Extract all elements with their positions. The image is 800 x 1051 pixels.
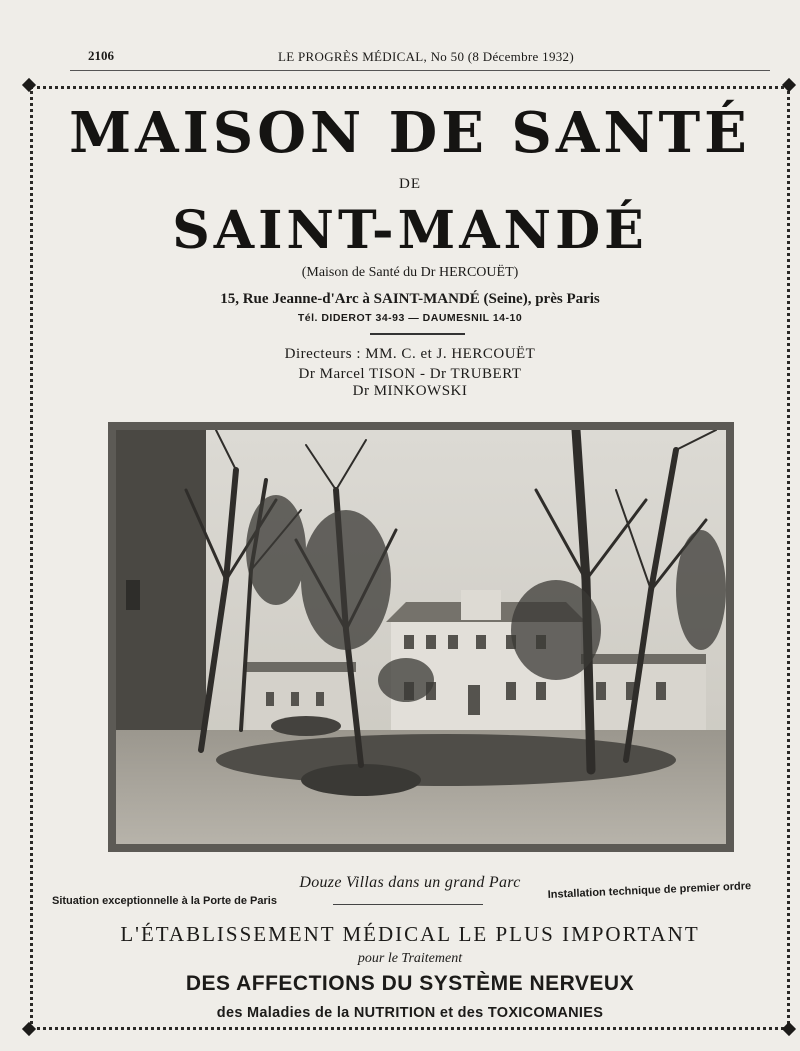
advert-phone: Tél. DIDEROT 34-93 — DAUMESNIL 14-10: [297, 312, 523, 324]
advert-title-de: DE: [399, 176, 421, 192]
photo-caption: Douze Villas dans un grand Parc: [299, 874, 521, 891]
page-header: [0, 48, 800, 70]
establishment-line: L'ÉTABLISSEMENT MÉDICAL LE PLUS IMPORTANT: [120, 922, 700, 946]
affections-line: DES AFFECTIONS DU SYSTÈME NERVEUX: [185, 972, 635, 995]
treatment-line: pour le Traitement: [357, 951, 463, 966]
advert-address: 15, Rue Jeanne-d'Arc à SAINT-MANDÉ (Seine), près Paris: [220, 291, 600, 307]
maladies-line: des Maladies de la NUTRITION et des TOXICOMANIES: [216, 1005, 604, 1021]
advert-doctors-line2: Dr MINKOWSKI: [352, 383, 468, 399]
situation-left: Situation exceptionnelle à la Porte de Paris: [52, 895, 277, 907]
advert-title-line2: SAINT-MANDÉ: [172, 200, 648, 261]
situation-right: Installation technique de premier ordre: [547, 880, 752, 901]
page-number: 2106: [88, 48, 114, 63]
divider: [370, 333, 465, 335]
running-title: LE PROGRÈS MÉDICAL, No 50 (8 Décembre 1932): [278, 49, 574, 64]
divider: [333, 904, 483, 905]
header-rule: [70, 70, 770, 71]
park-photograph: [108, 422, 734, 852]
advert-title-line1: MAISON DE SANTÉ: [69, 100, 751, 166]
advert-directors: Directeurs : MM. C. et J. HERCOUËT: [284, 346, 536, 362]
advert-doctors-line1: Dr Marcel TISON - Dr TRUBERT: [298, 366, 522, 382]
advert-subtitle: (Maison de Santé du Dr HERCOUËT): [301, 265, 519, 280]
